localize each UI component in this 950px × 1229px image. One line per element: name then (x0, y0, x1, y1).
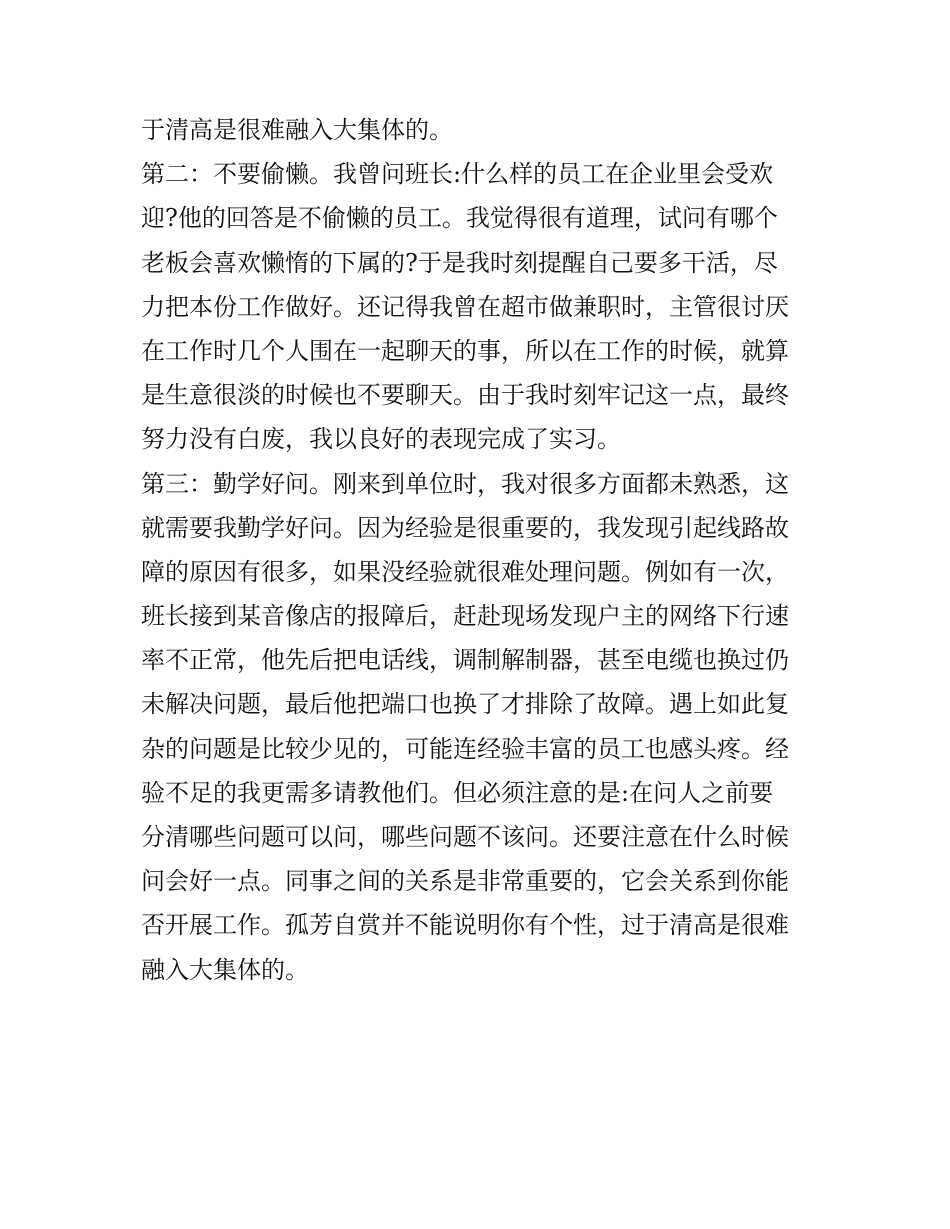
text-line: 分清哪些问题可以问，哪些问题不该问。还要注意在什么时候 (141, 823, 789, 851)
text-line: 迎?他的回答是不偷懒的员工。我觉得很有道理，试问有哪个 (141, 204, 778, 233)
text-line: 于清高是很难融入大集体的。 (141, 116, 453, 144)
text-line: 验不足的我更需多请教他们。但必须注意的是:在问人之前要 (141, 778, 774, 807)
text-line: 障的原因有很多，如果没经验就很难处理问题。例如有一次， (141, 557, 789, 586)
body-text (141, 108, 821, 992)
text-line: 未解决问题，最后他把端口也换了才排除了故障。遇上如此复 (141, 690, 789, 719)
text-line: 问会好一点。同事之间的关系是非常重要的，它会关系到你能 (141, 867, 789, 896)
text-line: 率不正常，他先后把电话线，调制解制器，甚至电缆也换过仍 (141, 646, 789, 675)
text-line: 老板会喜欢懒惰的下属的?于是我时刻提醒自己要多干活，尽 (141, 248, 778, 277)
text-line: 班长接到某音像店的报障后，赶赴现场发现户主的网络下行速 (141, 602, 789, 631)
text-line: 融入大集体的。 (141, 955, 309, 984)
text-line: 在工作时几个人围在一起聊天的事，所以在工作的时候，就算 (141, 336, 789, 365)
text-line: 就需要我勤学好问。因为经验是很重要的，我发现引起线路故 (141, 513, 789, 542)
text-line: 第三：勤学好问。刚来到单位时，我对很多方面都未熟悉，这 (141, 469, 789, 498)
text-line: 努力没有白废，我以良好的表现完成了实习。 (141, 425, 621, 454)
text-line: 是生意很淡的时候也不要聊天。由于我时刻牢记这一点，最终 (141, 381, 789, 410)
text-line: 第二：不要偷懒。我曾问班长:什么样的员工在企业里会受欢 (141, 160, 774, 189)
text-line: 力把本份工作做好。还记得我曾在超市做兼职时，主管很讨厌 (141, 292, 789, 321)
text-line: 杂的问题是比较少见的，可能连经验丰富的员工也感头疼。经 (141, 734, 789, 763)
text-line: 否开展工作。孤芳自赏并不能说明你有个性，过于清高是很难 (141, 911, 789, 940)
